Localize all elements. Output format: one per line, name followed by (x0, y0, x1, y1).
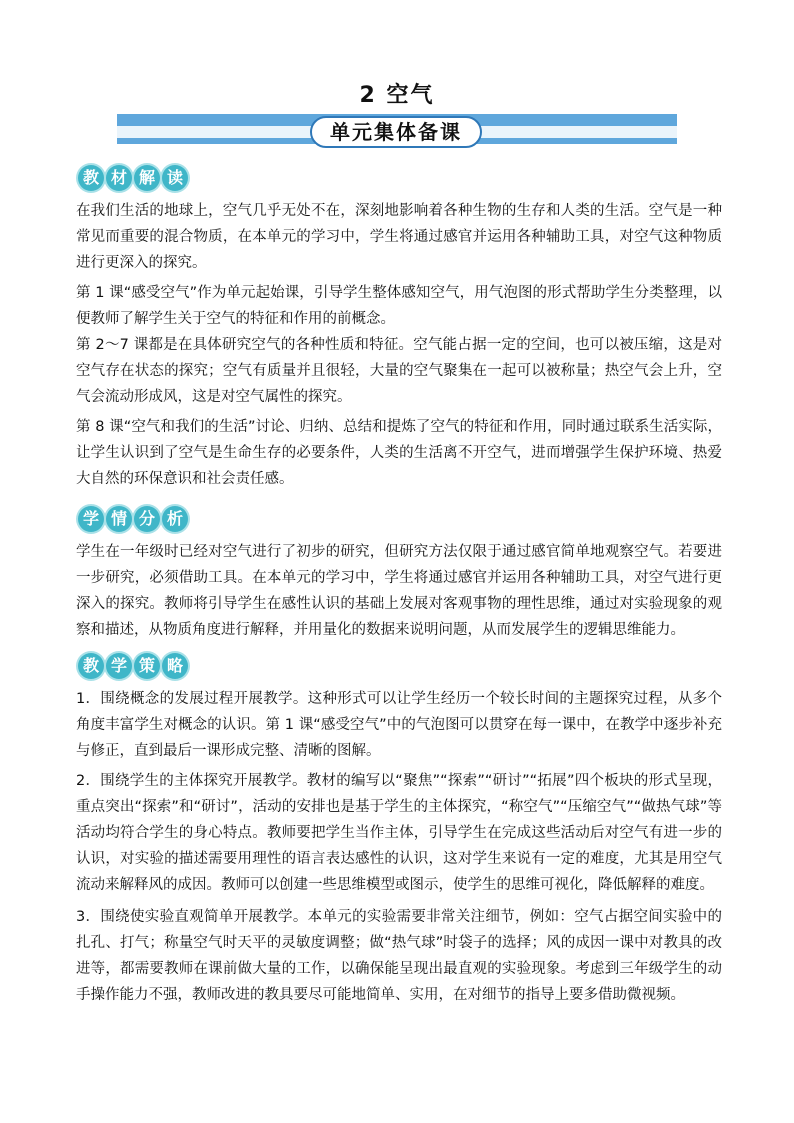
paragraph: 2．围绕学生的主体探究开展教学。教材的编写以“聚焦”“探索”“研讨”“拓展”四个板块的形式呈现，重点突出“探索”和“研讨”，活动的安排也是基于学生的主体探究，“称空气”“压缩空气”“做热气球”等活动均符合学生的身心特点。教师要把学生当作主体，引导学生在完成这些活动后对空气有进一步的认识，对实验的描述需要用理性的语言表达感性的认识，这对学生来说有一定的难度，尤其是用空气流动来解释风的成因。教师可以创建一些思维模型或图示，使学生的思维可视化，降低解释的难度。 (76, 773, 722, 893)
paragraph: 第 2～7 课都是在具体研究空气的各种性质和特征。空气能占据一定的空间，也可以被压缩，这是对空气存在状态的探究；空气有质量并且很轻，大量的空气聚集在一起可以被称量；热空气会上升，空气会流动形成风，这是对空气属性的探究。 (76, 337, 722, 405)
tag-char: 学 (78, 506, 104, 532)
tag-char: 策 (134, 653, 160, 679)
paragraph: 1．围绕概念的发展过程开展教学。这种形式可以让学生经历一个较长时间的主题探究过程，从多个角度丰富学生对概念的认识。第 1 课“感受空气”中的气泡图可以贯穿在每一课中，在教学中逐步补充与修正，直到最后一课形成完整、清晰的图解。 (76, 691, 722, 759)
paragraph: 第 1 课“感受空气”作为单元起始课，引导学生整体感知空气，用气泡图的形式帮助学生分类整理，以便教师了解学生关于空气的特征和作用的前概念。 (76, 285, 722, 327)
tag-char: 解 (134, 165, 160, 191)
paragraph: 3．围绕使实验直观简单开展教学。本单元的实验需要非常关注细节，例如：空气占据空间实验中的扎孔、打气；称量空气时天平的灵敏度调整；做“热气球”时袋子的选择；风的成因一课中对教具的改进等，都需要教师在课前做大量的工作，以确保能呈现出最直观的实验现象。考虑到三年级学生的动手操作能力不强，教师改进的教具要尽可能地简单、实用，在对细节的指导上要多借助微视频。 (76, 909, 722, 1003)
paragraph: 第 8 课“空气和我们的生活”讨论、归纳、总结和提炼了空气的特征和作用，同时通过联系生活实际，让学生认识到了空气是生命生存的必要条件，人类的生活离不开空气，进而增强学生保护环境、热爱大自然的环保意识和社会责任感。 (76, 419, 722, 487)
tag-char: 情 (106, 506, 132, 532)
tag-char: 读 (162, 165, 188, 191)
tag-char: 学 (106, 653, 132, 679)
paragraph: 学生在一年级时已经对空气进行了初步的研究，但研究方法仅限于通过感官简单地观察空气。若要进一步研究，必须借助工具。在本单元的学习中，学生将通过感官并运用各种辅助工具，对空气进行更深入的探究。教师将引导学生在感性认识的基础上发展对客观事物的理性思维，通过对实验现象的观察和描述，从物质角度进行解释，并用量化的数据来说明问题，从而发展学生的逻辑思维能力。 (76, 544, 722, 638)
tag-char: 略 (162, 653, 188, 679)
unit-banner (117, 114, 677, 150)
paragraph: 在我们生活的地球上，空气几乎无处不在，深刻地影响着各种生物的生存和人类的生活。空气是一种常见而重要的混合物质，在本单元的学习中，学生将通过感官并运用各种辅助工具，对空气这种物质进行更深入的探究。 (76, 203, 722, 271)
banner-label: 单元集体备课 (310, 116, 482, 148)
tag-char: 析 (162, 506, 188, 532)
tag-char: 材 (106, 165, 132, 191)
section-tag-teaching-strategy (78, 651, 188, 681)
page-title: 2 空气 (359, 83, 435, 108)
tag-char: 教 (78, 165, 104, 191)
tag-char: 分 (134, 506, 160, 532)
section-tag-textbook-analysis (78, 163, 188, 193)
section-tag-student-analysis (78, 504, 188, 534)
tag-char: 教 (78, 653, 104, 679)
